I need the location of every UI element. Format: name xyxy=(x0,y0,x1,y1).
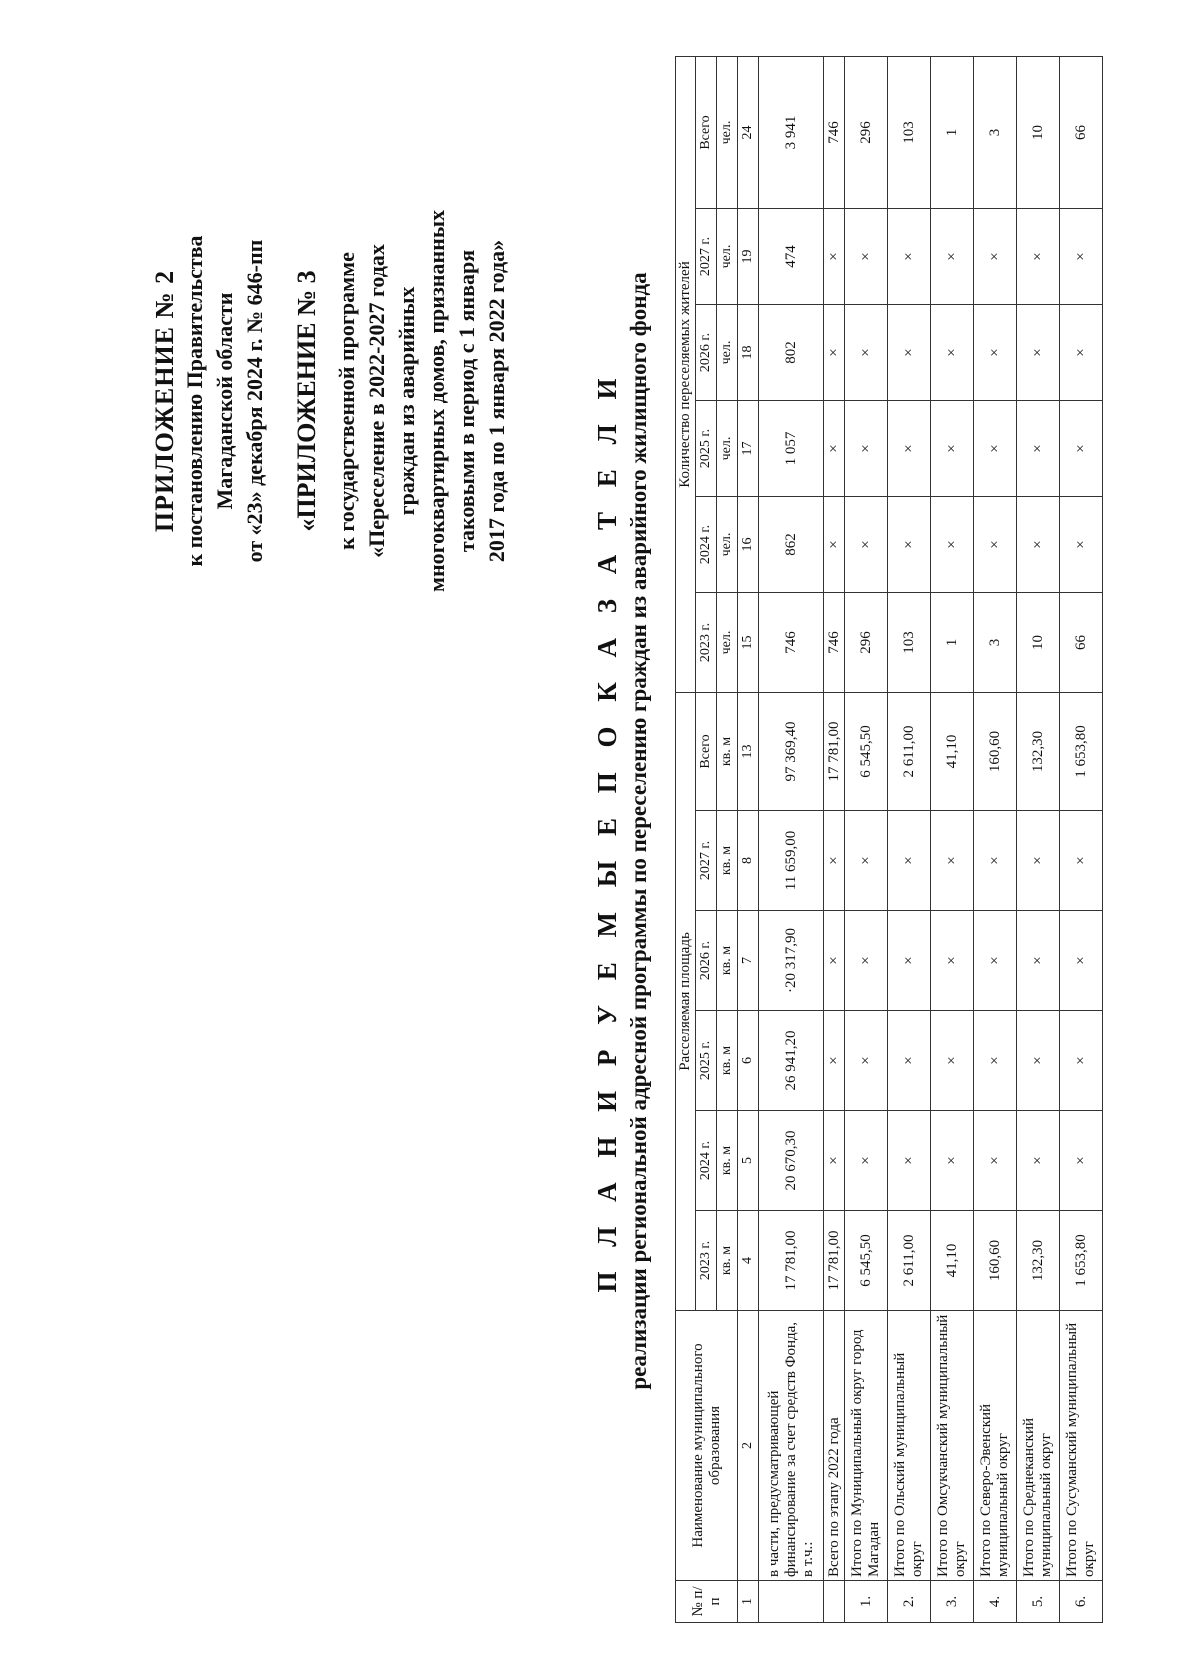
value-cell: × xyxy=(974,209,1017,305)
unit-header: чел. xyxy=(717,497,738,593)
value-cell: × xyxy=(1017,497,1060,593)
value-cell: × xyxy=(931,209,974,305)
value-cell: × xyxy=(974,401,1017,497)
value-cell: × xyxy=(845,209,888,305)
value-cell: 1 xyxy=(931,56,974,208)
row-number: 4. xyxy=(974,1581,1017,1623)
value-cell: 103 xyxy=(888,593,931,693)
column-number: 1 xyxy=(738,1581,759,1623)
column-number: 16 xyxy=(738,497,759,593)
value-cell: 2 611,00 xyxy=(888,693,931,811)
header-line: к государственной программе xyxy=(334,252,359,550)
document-titles xyxy=(590,21,654,1641)
column-numbers-row xyxy=(738,56,759,1622)
value-cell: × xyxy=(931,305,974,401)
table-row xyxy=(888,56,931,1622)
year-header: 2027 г. xyxy=(696,811,717,911)
column-number: 8 xyxy=(738,811,759,911)
value-cell: 97 369,40 xyxy=(759,693,824,811)
row-number: 5. xyxy=(1017,1581,1060,1623)
value-cell: 802 xyxy=(759,305,824,401)
value-cell: × xyxy=(845,1011,888,1111)
unit-header: кв. м xyxy=(717,693,738,811)
value-cell: 746 xyxy=(824,56,845,208)
value-cell: × xyxy=(845,305,888,401)
value-cell: × xyxy=(1060,305,1103,401)
value-cell: 3 xyxy=(974,56,1017,208)
year-header: 2024 г. xyxy=(696,497,717,593)
year-header: 2023 г. xyxy=(696,593,717,693)
unit-header: кв. м xyxy=(717,911,738,1011)
value-cell: × xyxy=(974,1011,1017,1111)
value-cell: 746 xyxy=(824,593,845,693)
column-number: 24 xyxy=(738,56,759,208)
value-cell: 103 xyxy=(888,56,931,208)
year-header: 2024 г. xyxy=(696,1111,717,1211)
value-cell: 66 xyxy=(1060,593,1103,693)
value-cell: 3 xyxy=(974,593,1017,693)
area-group-header: Расселяемая площадь xyxy=(676,693,696,1311)
value-cell: × xyxy=(888,1111,931,1211)
column-number: 15 xyxy=(738,593,759,693)
header-line: многоквартирных домов, признанных xyxy=(424,209,449,593)
value-cell: × xyxy=(1060,209,1103,305)
value-cell: 1 xyxy=(931,593,974,693)
table-header-row xyxy=(676,56,696,1622)
header-line: «Переселение в 2022-2027 годах xyxy=(364,244,389,558)
unit-header: кв. м xyxy=(717,1111,738,1211)
header-line: таковыми в период с 1 января xyxy=(454,249,479,553)
value-cell: × xyxy=(1017,1011,1060,1111)
value-cell: 1 653,80 xyxy=(1060,1211,1103,1311)
column-number: 17 xyxy=(738,401,759,497)
value-cell: 6 545,50 xyxy=(845,693,888,811)
column-number: 18 xyxy=(738,305,759,401)
value-cell: 2 611,00 xyxy=(888,1211,931,1311)
value-cell: 296 xyxy=(845,593,888,693)
header-line: к постановлению Правительства xyxy=(182,235,207,567)
value-cell: 11 659,00 xyxy=(759,811,824,911)
value-cell: × xyxy=(888,811,931,911)
table-row xyxy=(974,56,1017,1622)
indicators-table xyxy=(675,56,1103,1623)
value-cell: × xyxy=(1017,209,1060,305)
value-cell: × xyxy=(974,911,1017,1011)
row-number: 2. xyxy=(888,1581,931,1623)
header-line: Магаданской области xyxy=(212,292,237,510)
municipality-name: Итого по Ольский муниципальный округ xyxy=(888,1311,931,1581)
year-header: 2026 г. xyxy=(696,911,717,1011)
value-cell: × xyxy=(974,811,1017,911)
value-cell: × xyxy=(931,811,974,911)
table-row xyxy=(1017,56,1060,1622)
document-subtitle: реализации региональной адресной программы по переселению граждан из аварийного жилищного фонда xyxy=(626,272,651,1390)
value-cell: × xyxy=(1017,305,1060,401)
value-cell: ·20 317,90 xyxy=(759,911,824,1011)
year-header: 2027 г. xyxy=(696,209,717,305)
column-number: 7 xyxy=(738,911,759,1011)
value-cell: × xyxy=(888,911,931,1011)
unit-header: чел. xyxy=(717,401,738,497)
row-number xyxy=(759,1581,824,1623)
value-cell: × xyxy=(1017,401,1060,497)
value-cell: 17 781,00 xyxy=(824,693,845,811)
value-cell: × xyxy=(824,1111,845,1211)
value-cell: 20 670,30 xyxy=(759,1111,824,1211)
year-header: 2026 г. xyxy=(696,305,717,401)
year-header: Всего xyxy=(696,693,717,811)
value-cell: × xyxy=(845,911,888,1011)
unit-header: кв. м xyxy=(717,811,738,911)
value-cell: 474 xyxy=(759,209,824,305)
value-cell: × xyxy=(1017,1111,1060,1211)
appendix-header xyxy=(150,141,512,661)
col-no-header: № п/п xyxy=(676,1581,738,1623)
municipality-name: Итого по Северо-Эвенский муниципальный округ xyxy=(974,1311,1017,1581)
value-cell: 17 781,00 xyxy=(824,1211,845,1311)
value-cell: × xyxy=(1060,911,1103,1011)
value-cell: × xyxy=(845,497,888,593)
municipality-name: в части, предусматривающей финансирование за счет средств Фонда, в т.ч.: xyxy=(759,1311,824,1581)
column-number: 6 xyxy=(738,1011,759,1111)
row-number: 6. xyxy=(1060,1581,1103,1623)
value-cell: × xyxy=(1060,1111,1103,1211)
value-cell: × xyxy=(931,1011,974,1111)
value-cell: × xyxy=(888,497,931,593)
value-cell: × xyxy=(888,209,931,305)
municipality-name: Всего по этапу 2022 года xyxy=(824,1311,845,1581)
row-number xyxy=(824,1581,845,1623)
value-cell: × xyxy=(1060,401,1103,497)
value-cell: 6 545,50 xyxy=(845,1211,888,1311)
appendix-number: ПРИЛОЖЕНИЕ № 2 xyxy=(150,269,179,533)
value-cell: × xyxy=(824,209,845,305)
row-number: 3. xyxy=(931,1581,974,1623)
column-number: 19 xyxy=(738,209,759,305)
value-cell: 1 653,80 xyxy=(1060,693,1103,811)
value-cell: × xyxy=(974,497,1017,593)
table-row xyxy=(845,56,888,1622)
value-cell: × xyxy=(931,401,974,497)
value-cell: × xyxy=(931,497,974,593)
year-header: Всего xyxy=(696,56,717,208)
value-cell: 1 057 xyxy=(759,401,824,497)
municipality-name: Итого по Среднеканский муниципальный округ xyxy=(1017,1311,1060,1581)
value-cell: × xyxy=(888,305,931,401)
municipality-name: Итого по Сусуманский муниципальный округ xyxy=(1060,1311,1103,1581)
year-header: 2025 г. xyxy=(696,401,717,497)
value-cell: × xyxy=(824,911,845,1011)
value-cell: × xyxy=(824,497,845,593)
people-group-header: Количество переселяемых жителей xyxy=(676,56,696,692)
value-cell: 160,60 xyxy=(974,1211,1017,1311)
value-cell: × xyxy=(931,911,974,1011)
decree-date: от «23» декабря 2024 г. № 646-пп xyxy=(242,239,267,563)
col-name-header: Наименование муниципального образования xyxy=(676,1311,738,1581)
column-number: 5 xyxy=(738,1111,759,1211)
column-number: 2 xyxy=(738,1311,759,1581)
value-cell: 296 xyxy=(845,56,888,208)
year-header: 2023 г. xyxy=(696,1211,717,1311)
appendix-3-title: «ПРИЛОЖЕНИЕ № 3 xyxy=(292,270,321,532)
unit-header: кв. м xyxy=(717,1211,738,1311)
value-cell: × xyxy=(845,811,888,911)
column-number: 13 xyxy=(738,693,759,811)
value-cell: × xyxy=(1017,811,1060,911)
value-cell: 26 941,20 xyxy=(759,1011,824,1111)
value-cell: 862 xyxy=(759,497,824,593)
unit-header: кв. м xyxy=(717,1011,738,1111)
value-cell: × xyxy=(845,1111,888,1211)
municipality-name: Итого по Муниципальный округ город Магадан xyxy=(845,1311,888,1581)
value-cell: × xyxy=(931,1111,974,1211)
unit-header: чел. xyxy=(717,305,738,401)
value-cell: 10 xyxy=(1017,56,1060,208)
header-line: 2017 года по 1 января 2022 года» xyxy=(484,239,509,563)
value-cell: × xyxy=(824,1011,845,1111)
column-number: 4 xyxy=(738,1211,759,1311)
value-cell: 3 941 xyxy=(759,56,824,208)
year-header: 2025 г. xyxy=(696,1011,717,1111)
value-cell: 160,60 xyxy=(974,693,1017,811)
value-cell: 17 781,00 xyxy=(759,1211,824,1311)
value-cell: × xyxy=(974,305,1017,401)
value-cell: 41,10 xyxy=(931,693,974,811)
table-row xyxy=(824,56,845,1622)
value-cell: × xyxy=(888,401,931,497)
unit-header: чел. xyxy=(717,56,738,208)
table-row xyxy=(931,56,974,1622)
value-cell: 132,30 xyxy=(1017,1211,1060,1311)
value-cell: × xyxy=(974,1111,1017,1211)
value-cell: × xyxy=(1060,1011,1103,1111)
value-cell: 41,10 xyxy=(931,1211,974,1311)
value-cell: × xyxy=(824,811,845,911)
unit-header: чел. xyxy=(717,209,738,305)
value-cell: × xyxy=(845,401,888,497)
value-cell: × xyxy=(1060,497,1103,593)
header-line: граждан из аварийных xyxy=(394,286,419,516)
document-title: П Л А Н И Р У Е М Ы Е П О К А З А Т Е Л И xyxy=(592,369,622,1293)
value-cell: × xyxy=(824,305,845,401)
value-cell: 10 xyxy=(1017,593,1060,693)
value-cell: × xyxy=(824,401,845,497)
table-row xyxy=(1060,56,1103,1622)
value-cell: × xyxy=(888,1011,931,1111)
value-cell: 132,30 xyxy=(1017,693,1060,811)
value-cell: × xyxy=(1060,811,1103,911)
value-cell: 746 xyxy=(759,593,824,693)
value-cell: 66 xyxy=(1060,56,1103,208)
row-number: 1. xyxy=(845,1581,888,1623)
table-row xyxy=(759,56,824,1622)
value-cell: × xyxy=(1017,911,1060,1011)
municipality-name: Итого по Омсукчанский муниципальный округ xyxy=(931,1311,974,1581)
unit-header: чел. xyxy=(717,593,738,693)
